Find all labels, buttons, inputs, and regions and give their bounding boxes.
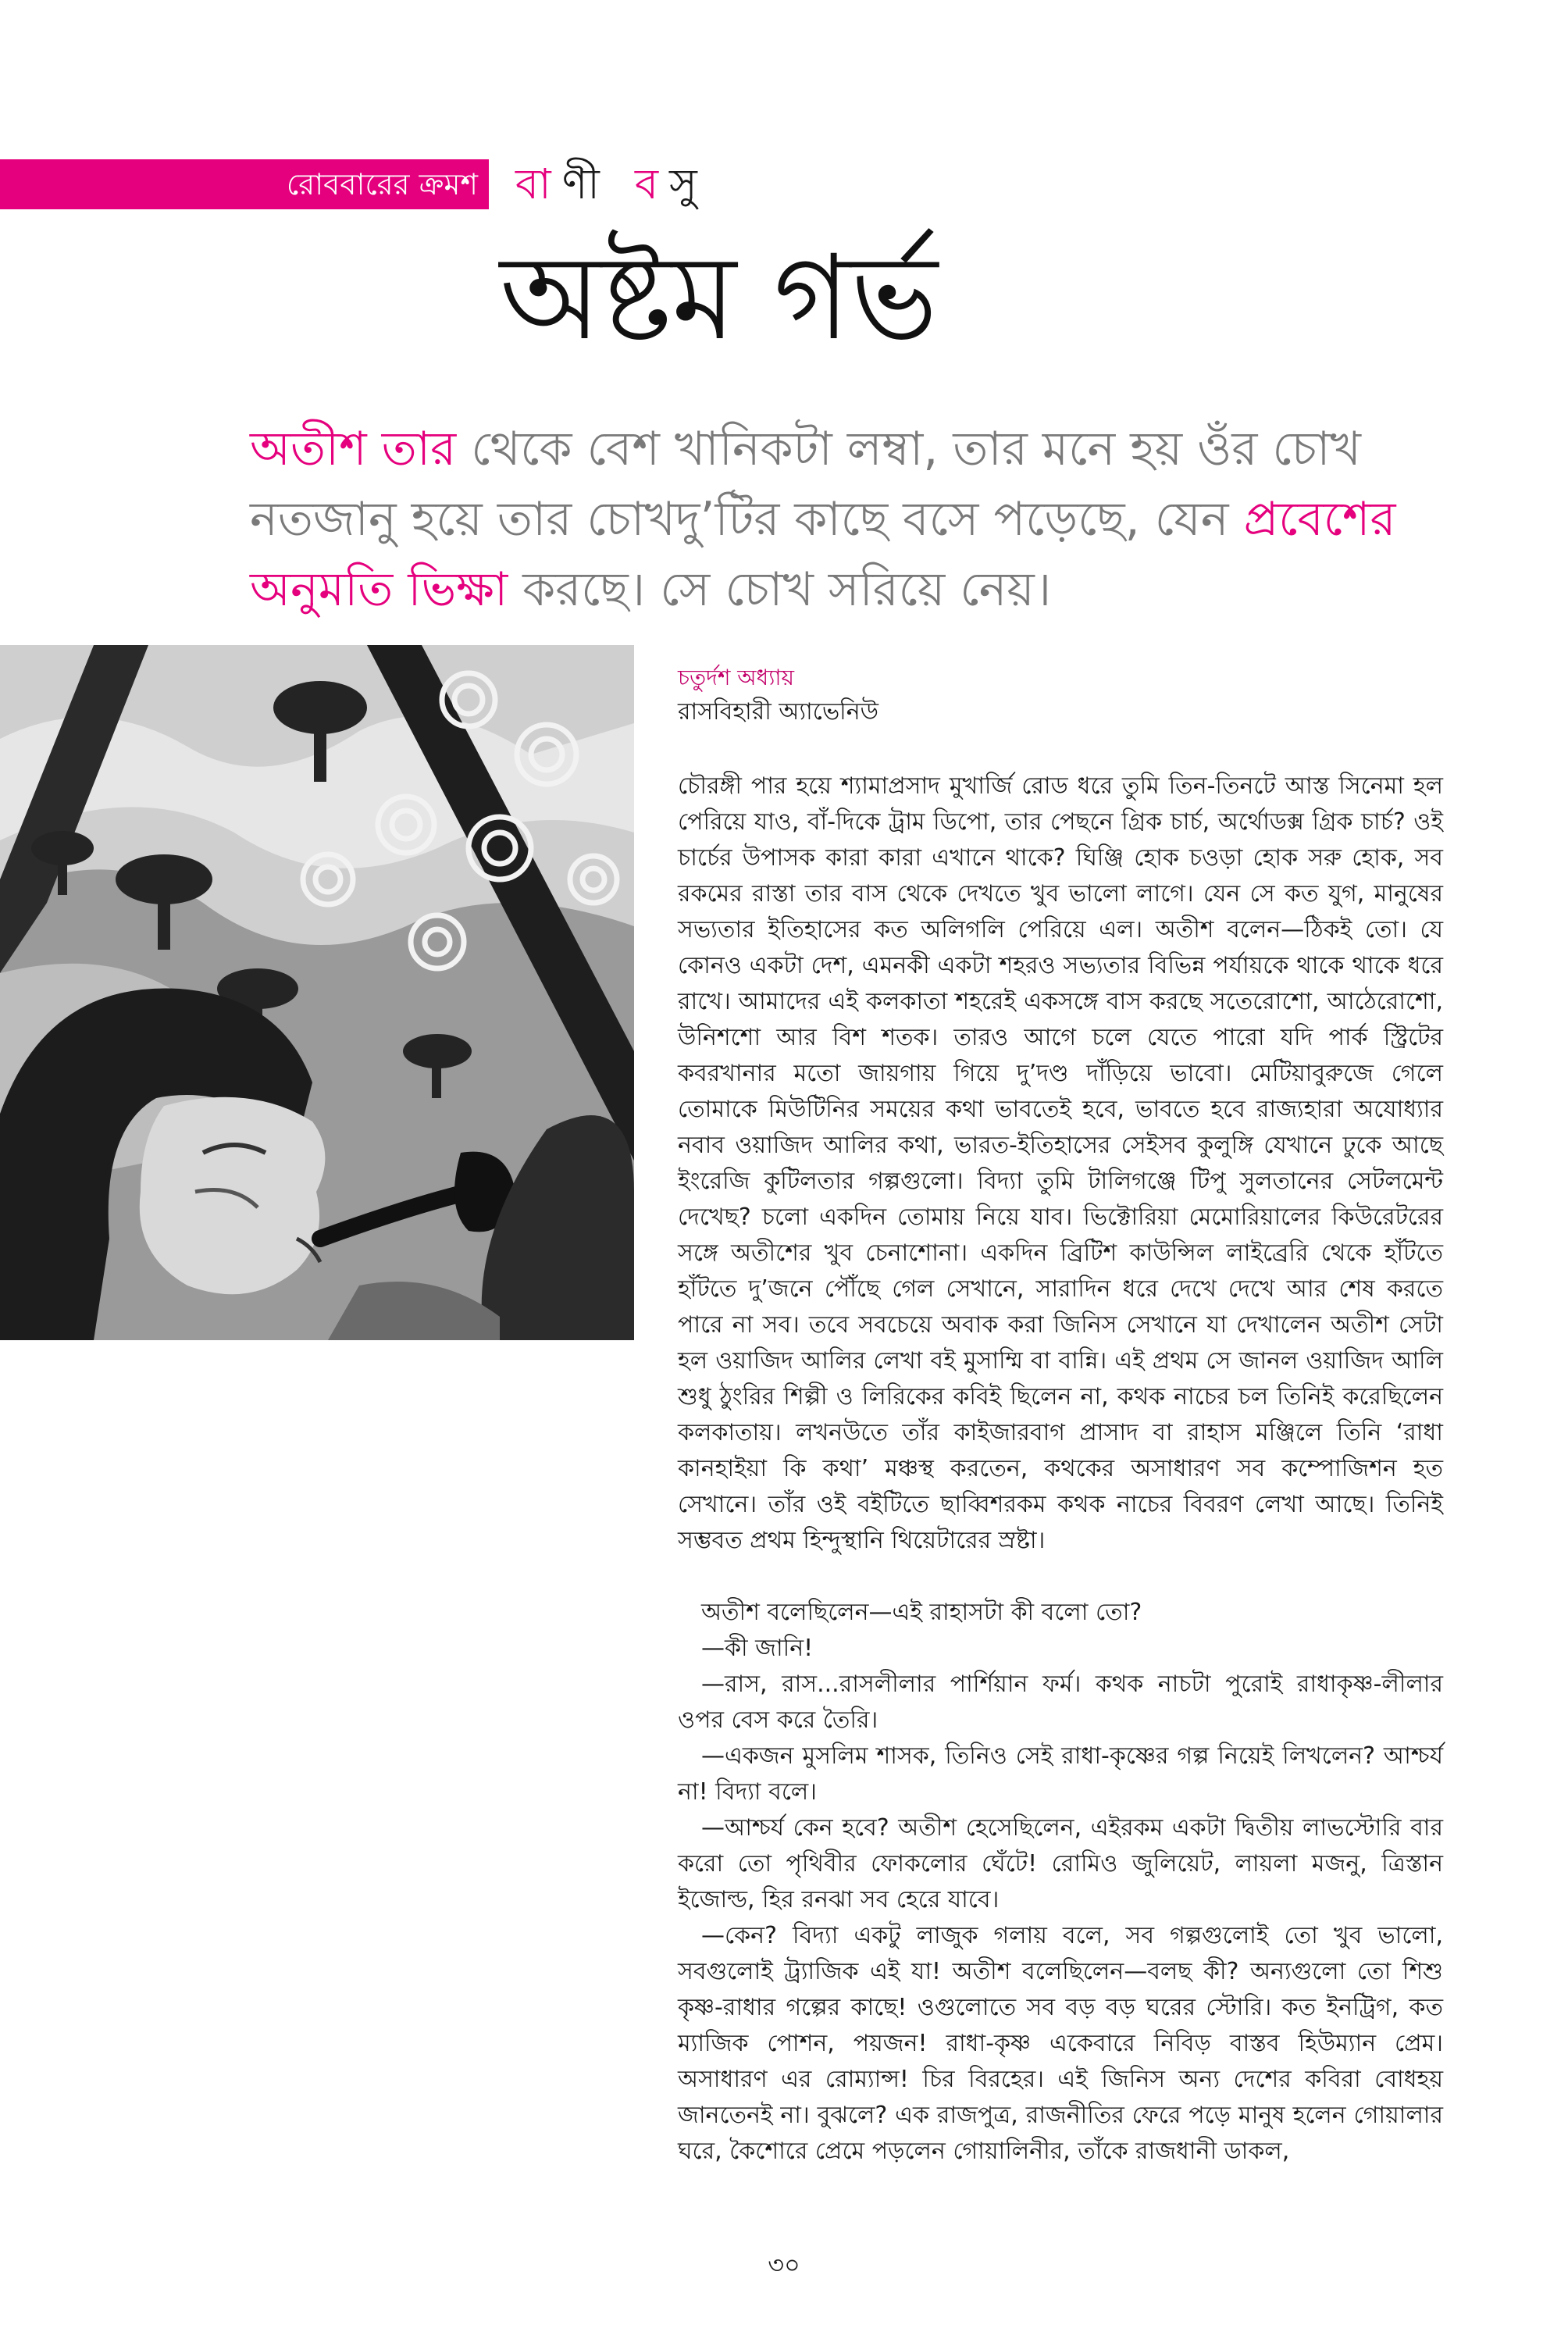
chapter-title: রাসবিহারী অ্যাভেনিউ [678, 698, 879, 726]
author-part: ব [635, 159, 670, 209]
dialogue-line: —আশ্চর্য কেন হবে? অতীশ হেসেছিলেন, এইরকম একটা দ্বিতীয় লাভস্টোরি বার করো তো পৃথিবীর ফোকলোর ঘেঁটে! রোমিও জুলিয়েট, লায়লা মজনু, ত্রিস্তান ইজোল্ড, হির রনঝা সব হেরে যাবে। [678, 1814, 1443, 1913]
pull-quote-highlight: প্রবেশের অনুমতি ভিক্ষা [250, 492, 1396, 617]
pull-quote-text: থেকে বেশ খানিকটা লম্বা, তার মনে হয় ওঁর চোখ নতজানু হয়ে তার চোখদু’টির কাছে বসে পড়েছে, যেন [250, 422, 1361, 547]
dialogue-block [678, 1595, 1443, 2170]
pull-quote-text: করছে। সে চোখ সরিয়ে নেয়। [508, 562, 1052, 617]
dialogue-line: —কেন? বিদ্যা একটু লাজুক গলায় বলে, সব গল্পগুলোই তো খুব ভালো, সবগুলোই ট্র্যাজিক এই যা! অতীশ বলেছিলেন—বলছ কী? অন্যগুলো তো শিশু কৃষ্ণ-রাধার গল্পের কাছে! ওগুলোতে সব বড় বড় ঘরের স্টোরি। কত ইনট্রিগ, কত ম্যাজিক পোশন, পয়জন! রাধা-কৃষ্ণ একেবারে নিবিড় বাস্তব হিউম্যান প্রেম। অসাধারণ এর রোম্যান্স! চির বিরহের। এই জিনিস অন্য দেশের কবিরা বোধহয় জানতেনই না। বুঝলে? এক রাজপুত্র, রাজনীতির ফেরে পড়ে মানুষ হলেন গোয়ালার ঘরে, কৈশোরে প্রেমে পড়লেন গোয়ালিনীর, তাঁকে রাজধানী ডাকল, [678, 1922, 1443, 2165]
page-number: ৩০ [768, 2250, 800, 2280]
article-body [678, 768, 1443, 2170]
author-name [515, 153, 708, 216]
story-title: অষ্টম গর্ভ [500, 230, 938, 366]
chapter-number: চতুর্দশ অধ্যায় [678, 665, 794, 690]
series-banner [0, 159, 489, 209]
series-label: রোববারের ক্রমশ [286, 167, 478, 201]
pull-quote-highlight: অতীশ তার [250, 422, 457, 476]
author-part: বা [515, 159, 562, 209]
dialogue-line: অতীশ বলেছিলেন—এই রাহাসটা কী বলো তো? [701, 1599, 1142, 1626]
body-paragraph: চৌরঙ্গী পার হয়ে শ্যামাপ্রসাদ মুখার্জি রোড ধরে তুমি তিন-তিনটে আস্ত সিনেমা হল পেরিয়ে যাও, বাঁ-দিকে ট্রাম ডিপো, তার পেছনে গ্রিক চার্চ, অর্থোডক্স গ্রিক চার্চ? ওই চার্চের উপাসক কারা কারা এখানে থাকে? ঘিঞ্জি হোক চওড়া হোক সরু হোক, সব রকমের রাস্তা তার বাস থেকে দেখতে খুব ভালো লাগে। যেন সে কত যুগ, মানুষের সভ্যতার ইতিহাসের কত অলিগলি পেরিয়ে এল। অতীশ বলেন—ঠিকই তো। যে কোনও একটা দেশ, এমনকী একটা শহরও সভ্যতার বিভিন্ন পর্যায়কে থাকে থাকে ধরে রাখে। আমাদের এই কলকাতা শহরেই একসঙ্গে বাস করছে সতেরোশো, আঠেরোশো, উনিশশো আর বিশ শতক। তারও আগে চলে যেতে পারো যদি পার্ক স্ট্রিটের কবরখানার মতো জায়গায় গিয়ে দু’দণ্ড দাঁড়িয়ে ভাবো। মেটিয়াবুরুজে গেলে তোমাকে মিউটিনির সময়ের কথা ভাবতেই হবে, ভাবতে হবে রাজ্যহারা অযোধ্যার নবাব ওয়াজিদ আলির কথা, ভারত-ইতিহাসের সেইসব কুলুঙ্গি যেখানে ঢুকে আছে ইংরেজি কুটিলতার গল্পগুলো। বিদ্যা তুমি টালিগঞ্জে টিপু সুলতানের সেটলমেন্ট দেখেছ? চলো একদিন তোমায় নিয়ে যাব। ভিক্টোরিয়া মেমোরিয়ালের কিউরেটরের সঙ্গে অতীশের খুব চেনাশোনা। একদিন ব্রিটিশ কাউন্সিল লাইব্রেরি থেকে হাঁটতে হাঁটতে দু’জনে পৌঁছে গেল সেখানে, সারাদিন ধরে দেখে দেখে আর শেষ করতে পারে না সব। তবে সবচেয়ে অবাক করা জিনিস সেখানে যা দেখালেন অতীশ সেটা হল ওয়াজিদ আলির লেখা বই মুসাম্মি বা বান্নি। এই প্রথম সে জানল ওয়াজিদ আলি শুধু ঠুংরির শিল্পী ও লিরিকের কবিই ছিলেন না, কথক নাচের চল তিনিই করেছিলেন কলকাতায়। লখনউতে তাঁর কাইজারবাগ প্রাসাদ বা রাহাস মঞ্জিলে তিনি ‘রাধা কানহাইয়া কি কথা’ মঞ্চস্থ করতেন, কথকের অসাধারণ সব কম্পোজিশন হত সেখানে। তাঁর ওই বইটিতে ছাব্বিশরকম কথক নাচের বিবরণ লেখা আছে। তিনিই সম্ভবত প্রথম হিন্দুস্থানি থিয়েটারের স্রষ্টা। [678, 772, 1443, 1554]
painting-illustration [0, 645, 634, 1340]
dialogue-line: —একজন মুসলিম শাসক, তিনিও সেই রাধা-কৃষ্ণের গল্প নিয়েই লিখলেন? আশ্চর্য না! বিদ্যা বলে। [678, 1742, 1443, 1806]
dialogue-line: —কী জানি! [701, 1635, 814, 1662]
author-part: ণী [561, 159, 611, 209]
author-part: সু [669, 159, 708, 209]
pull-quote [250, 414, 1406, 625]
dialogue-line: —রাস, রাস...রাসলীলার পার্শিয়ান ফর্ম। কথক নাচটা পুরোই রাধাকৃষ্ণ-লীলার ওপর বেস করে তৈরি। [678, 1671, 1443, 1734]
